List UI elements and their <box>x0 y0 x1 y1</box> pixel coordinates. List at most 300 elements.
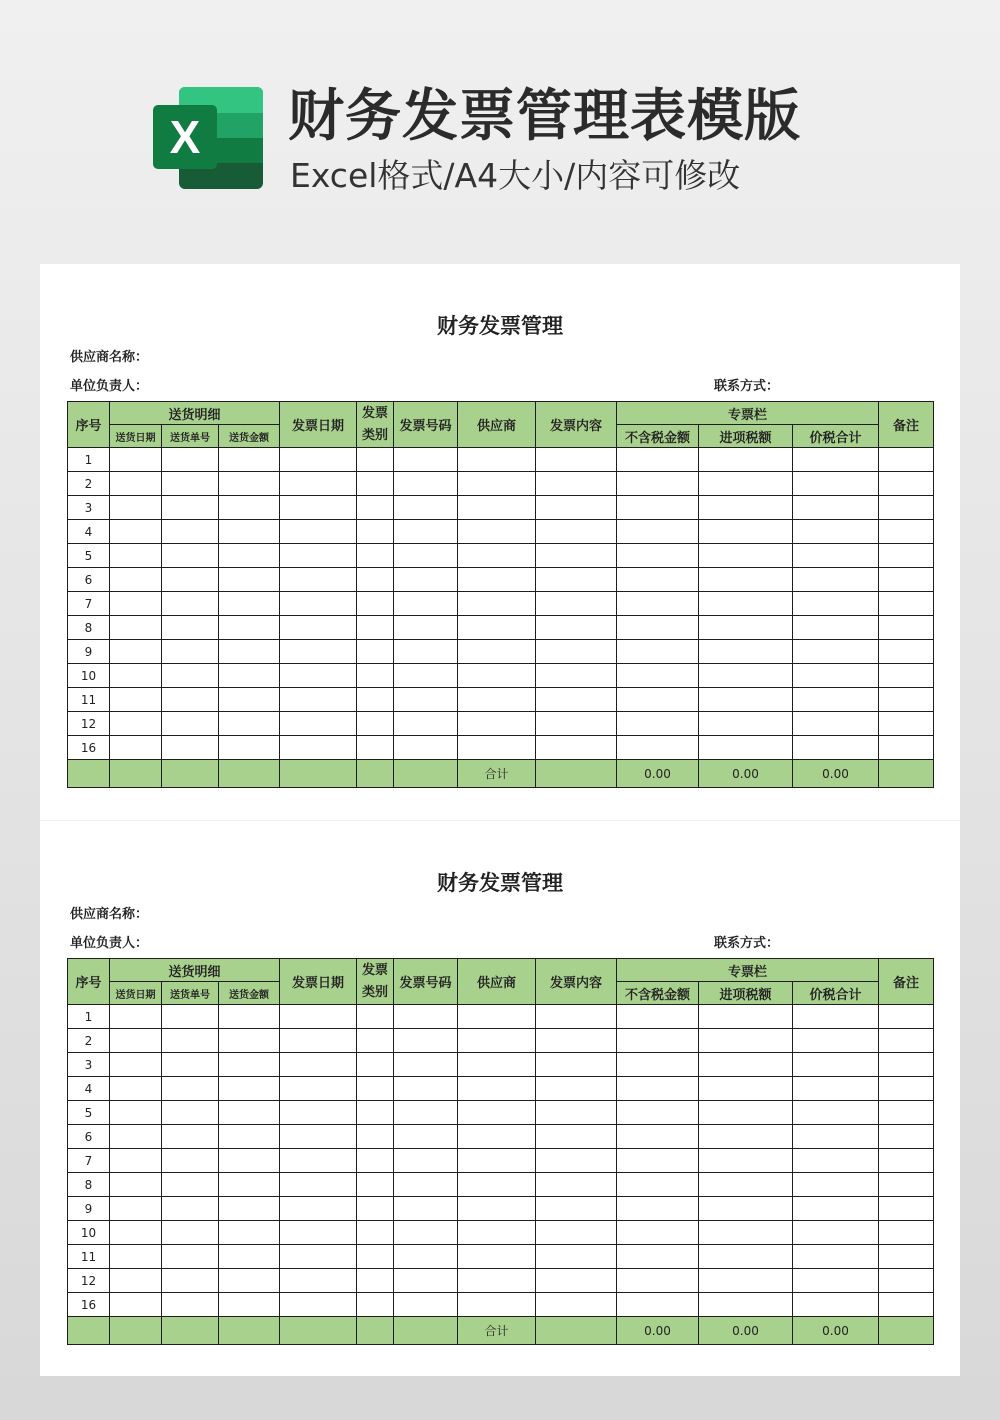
table-cell[interactable] <box>699 1197 793 1221</box>
table-cell[interactable] <box>879 1221 934 1245</box>
table-cell[interactable] <box>110 448 162 472</box>
table-cell[interactable] <box>394 640 458 664</box>
table-cell[interactable] <box>699 1293 793 1317</box>
table-cell[interactable] <box>617 1197 699 1221</box>
table-cell[interactable] <box>110 520 162 544</box>
table-cell[interactable] <box>219 544 280 568</box>
table-cell[interactable] <box>793 1125 879 1149</box>
table-cell[interactable] <box>879 712 934 736</box>
table-cell[interactable] <box>110 1269 162 1293</box>
table-cell[interactable] <box>879 1245 934 1269</box>
table-cell[interactable] <box>162 592 219 616</box>
table-cell[interactable] <box>219 1149 280 1173</box>
table-cell[interactable] <box>219 1101 280 1125</box>
table-cell[interactable] <box>219 496 280 520</box>
table-cell[interactable] <box>110 736 162 760</box>
table-cell[interactable] <box>280 664 357 688</box>
table-cell[interactable] <box>617 520 699 544</box>
table-cell[interactable] <box>110 1005 162 1029</box>
table-cell[interactable] <box>110 1029 162 1053</box>
table-cell[interactable] <box>793 1077 879 1101</box>
table-cell[interactable] <box>280 1197 357 1221</box>
table-cell[interactable] <box>394 616 458 640</box>
table-cell[interactable] <box>219 1173 280 1197</box>
table-cell[interactable] <box>617 712 699 736</box>
table-cell[interactable] <box>162 1077 219 1101</box>
table-cell[interactable] <box>617 544 699 568</box>
table-cell[interactable] <box>357 640 394 664</box>
table-cell[interactable] <box>162 1293 219 1317</box>
table-cell[interactable] <box>219 1221 280 1245</box>
table-cell[interactable] <box>699 496 793 520</box>
table-cell[interactable] <box>879 1269 934 1293</box>
table-cell[interactable] <box>394 1173 458 1197</box>
table-cell[interactable] <box>617 664 699 688</box>
table-cell[interactable] <box>536 736 617 760</box>
table-cell[interactable] <box>617 496 699 520</box>
table-cell[interactable] <box>617 640 699 664</box>
table-cell[interactable] <box>699 1101 793 1125</box>
table-cell[interactable] <box>357 1101 394 1125</box>
table-cell[interactable] <box>879 1077 934 1101</box>
table-cell[interactable] <box>458 616 536 640</box>
table-cell[interactable] <box>458 1029 536 1053</box>
table-cell[interactable] <box>394 712 458 736</box>
table-cell[interactable] <box>280 640 357 664</box>
table-cell[interactable] <box>536 1005 617 1029</box>
table-cell[interactable] <box>879 1053 934 1077</box>
table-cell[interactable] <box>458 664 536 688</box>
table-cell[interactable] <box>280 616 357 640</box>
table-cell[interactable] <box>879 640 934 664</box>
table-cell[interactable] <box>110 1197 162 1221</box>
table-cell[interactable] <box>357 1077 394 1101</box>
table-cell[interactable] <box>617 1293 699 1317</box>
table-cell[interactable] <box>793 520 879 544</box>
table-cell[interactable] <box>617 688 699 712</box>
table-cell[interactable] <box>536 1053 617 1077</box>
table-cell[interactable] <box>219 520 280 544</box>
table-cell[interactable] <box>357 1269 394 1293</box>
table-cell[interactable] <box>280 472 357 496</box>
table-cell[interactable] <box>536 1125 617 1149</box>
table-cell[interactable] <box>536 472 617 496</box>
table-cell[interactable] <box>699 1221 793 1245</box>
table-cell[interactable] <box>699 1269 793 1293</box>
table-cell[interactable] <box>879 544 934 568</box>
table-cell[interactable] <box>219 1077 280 1101</box>
table-cell[interactable] <box>280 1221 357 1245</box>
table-cell[interactable] <box>617 1173 699 1197</box>
table-cell[interactable] <box>879 1197 934 1221</box>
table-cell[interactable] <box>793 472 879 496</box>
table-cell[interactable] <box>280 520 357 544</box>
table-cell[interactable] <box>110 1053 162 1077</box>
table-cell[interactable] <box>879 1005 934 1029</box>
table-cell[interactable] <box>458 1005 536 1029</box>
table-cell[interactable] <box>110 1245 162 1269</box>
table-cell[interactable] <box>394 544 458 568</box>
table-cell[interactable] <box>699 1077 793 1101</box>
table-cell[interactable] <box>219 1005 280 1029</box>
table-cell[interactable] <box>617 568 699 592</box>
table-cell[interactable] <box>458 1053 536 1077</box>
table-cell[interactable] <box>617 1101 699 1125</box>
table-cell[interactable] <box>162 544 219 568</box>
table-cell[interactable] <box>394 1125 458 1149</box>
table-cell[interactable] <box>280 1125 357 1149</box>
table-cell[interactable] <box>357 496 394 520</box>
table-cell[interactable] <box>536 712 617 736</box>
table-cell[interactable] <box>536 520 617 544</box>
table-cell[interactable] <box>357 544 394 568</box>
table-cell[interactable] <box>162 688 219 712</box>
table-cell[interactable] <box>162 1173 219 1197</box>
table-cell[interactable] <box>394 1293 458 1317</box>
table-cell[interactable] <box>458 544 536 568</box>
table-cell[interactable] <box>110 1173 162 1197</box>
table-cell[interactable] <box>458 1149 536 1173</box>
table-cell[interactable] <box>793 616 879 640</box>
table-cell[interactable] <box>357 736 394 760</box>
table-cell[interactable] <box>536 1149 617 1173</box>
table-cell[interactable] <box>394 1221 458 1245</box>
table-cell[interactable] <box>536 664 617 688</box>
table-cell[interactable] <box>536 448 617 472</box>
table-cell[interactable] <box>280 544 357 568</box>
table-cell[interactable] <box>458 568 536 592</box>
table-cell[interactable] <box>793 1005 879 1029</box>
table-cell[interactable] <box>110 688 162 712</box>
table-cell[interactable] <box>357 1053 394 1077</box>
table-cell[interactable] <box>536 1029 617 1053</box>
table-cell[interactable] <box>793 1197 879 1221</box>
table-cell[interactable] <box>617 1269 699 1293</box>
table-cell[interactable] <box>357 712 394 736</box>
table-cell[interactable] <box>110 712 162 736</box>
table-cell[interactable] <box>458 640 536 664</box>
table-cell[interactable] <box>280 1245 357 1269</box>
table-cell[interactable] <box>394 664 458 688</box>
table-cell[interactable] <box>458 472 536 496</box>
table-cell[interactable] <box>219 1053 280 1077</box>
table-cell[interactable] <box>536 568 617 592</box>
table-cell[interactable] <box>162 1101 219 1125</box>
table-cell[interactable] <box>536 1197 617 1221</box>
table-cell[interactable] <box>458 1197 536 1221</box>
table-cell[interactable] <box>394 568 458 592</box>
table-cell[interactable] <box>162 616 219 640</box>
table-cell[interactable] <box>219 616 280 640</box>
table-cell[interactable] <box>699 736 793 760</box>
table-cell[interactable] <box>536 616 617 640</box>
table-cell[interactable] <box>162 712 219 736</box>
table-cell[interactable] <box>357 1221 394 1245</box>
table-cell[interactable] <box>162 496 219 520</box>
table-cell[interactable] <box>357 1293 394 1317</box>
table-cell[interactable] <box>879 688 934 712</box>
table-cell[interactable] <box>617 448 699 472</box>
table-cell[interactable] <box>280 1101 357 1125</box>
table-cell[interactable] <box>699 592 793 616</box>
table-cell[interactable] <box>394 448 458 472</box>
table-cell[interactable] <box>110 1125 162 1149</box>
table-cell[interactable] <box>879 736 934 760</box>
table-cell[interactable] <box>394 1101 458 1125</box>
table-cell[interactable] <box>162 1029 219 1053</box>
table-cell[interactable] <box>793 496 879 520</box>
table-cell[interactable] <box>219 568 280 592</box>
table-cell[interactable] <box>280 1053 357 1077</box>
table-cell[interactable] <box>699 448 793 472</box>
table-cell[interactable] <box>357 1125 394 1149</box>
table-cell[interactable] <box>699 664 793 688</box>
table-cell[interactable] <box>110 592 162 616</box>
table-cell[interactable] <box>219 1029 280 1053</box>
table-cell[interactable] <box>357 568 394 592</box>
table-cell[interactable] <box>617 472 699 496</box>
table-cell[interactable] <box>219 1245 280 1269</box>
table-cell[interactable] <box>219 1269 280 1293</box>
table-cell[interactable] <box>162 736 219 760</box>
table-cell[interactable] <box>280 1269 357 1293</box>
table-cell[interactable] <box>699 1245 793 1269</box>
table-cell[interactable] <box>793 544 879 568</box>
table-cell[interactable] <box>536 640 617 664</box>
table-cell[interactable] <box>394 1053 458 1077</box>
table-cell[interactable] <box>110 568 162 592</box>
table-cell[interactable] <box>793 736 879 760</box>
table-cell[interactable] <box>793 1029 879 1053</box>
table-cell[interactable] <box>110 496 162 520</box>
table-cell[interactable] <box>162 1149 219 1173</box>
table-cell[interactable] <box>219 688 280 712</box>
table-cell[interactable] <box>536 496 617 520</box>
table-cell[interactable] <box>110 1101 162 1125</box>
table-cell[interactable] <box>280 496 357 520</box>
table-cell[interactable] <box>699 568 793 592</box>
table-cell[interactable] <box>280 568 357 592</box>
table-cell[interactable] <box>699 640 793 664</box>
table-cell[interactable] <box>536 544 617 568</box>
table-cell[interactable] <box>536 1221 617 1245</box>
table-cell[interactable] <box>879 1173 934 1197</box>
table-cell[interactable] <box>617 1077 699 1101</box>
table-cell[interactable] <box>219 1125 280 1149</box>
table-cell[interactable] <box>458 1293 536 1317</box>
table-cell[interactable] <box>699 472 793 496</box>
table-cell[interactable] <box>879 1293 934 1317</box>
table-cell[interactable] <box>394 1029 458 1053</box>
table-cell[interactable] <box>458 1125 536 1149</box>
table-cell[interactable] <box>793 568 879 592</box>
table-cell[interactable] <box>357 1245 394 1269</box>
table-cell[interactable] <box>699 520 793 544</box>
table-cell[interactable] <box>394 1197 458 1221</box>
table-cell[interactable] <box>280 1149 357 1173</box>
table-cell[interactable] <box>536 1101 617 1125</box>
table-cell[interactable] <box>110 640 162 664</box>
table-cell[interactable] <box>219 1197 280 1221</box>
table-cell[interactable] <box>162 1005 219 1029</box>
table-cell[interactable] <box>219 640 280 664</box>
table-cell[interactable] <box>793 1053 879 1077</box>
table-cell[interactable] <box>793 1149 879 1173</box>
table-cell[interactable] <box>793 1101 879 1125</box>
table-cell[interactable] <box>394 496 458 520</box>
table-cell[interactable] <box>219 448 280 472</box>
table-cell[interactable] <box>162 1053 219 1077</box>
table-cell[interactable] <box>536 1077 617 1101</box>
table-cell[interactable] <box>458 1101 536 1125</box>
table-cell[interactable] <box>357 1173 394 1197</box>
table-cell[interactable] <box>357 1029 394 1053</box>
table-cell[interactable] <box>394 1077 458 1101</box>
table-cell[interactable] <box>879 568 934 592</box>
table-cell[interactable] <box>280 736 357 760</box>
table-cell[interactable] <box>793 1269 879 1293</box>
table-cell[interactable] <box>394 472 458 496</box>
table-cell[interactable] <box>536 1293 617 1317</box>
table-cell[interactable] <box>458 520 536 544</box>
table-cell[interactable] <box>458 496 536 520</box>
table-cell[interactable] <box>536 1245 617 1269</box>
table-cell[interactable] <box>280 1029 357 1053</box>
table-cell[interactable] <box>357 448 394 472</box>
table-cell[interactable] <box>162 664 219 688</box>
table-cell[interactable] <box>357 592 394 616</box>
table-cell[interactable] <box>394 1149 458 1173</box>
table-cell[interactable] <box>879 496 934 520</box>
table-cell[interactable] <box>357 664 394 688</box>
table-cell[interactable] <box>394 1269 458 1293</box>
table-cell[interactable] <box>617 592 699 616</box>
table-cell[interactable] <box>394 688 458 712</box>
table-cell[interactable] <box>458 1077 536 1101</box>
table-cell[interactable] <box>879 472 934 496</box>
table-cell[interactable] <box>699 1149 793 1173</box>
table-cell[interactable] <box>458 688 536 712</box>
table-cell[interactable] <box>617 1125 699 1149</box>
table-cell[interactable] <box>280 1293 357 1317</box>
table-cell[interactable] <box>357 616 394 640</box>
table-cell[interactable] <box>617 1005 699 1029</box>
table-cell[interactable] <box>458 1269 536 1293</box>
table-cell[interactable] <box>280 1077 357 1101</box>
table-cell[interactable] <box>699 1053 793 1077</box>
table-cell[interactable] <box>162 568 219 592</box>
table-cell[interactable] <box>536 1173 617 1197</box>
table-cell[interactable] <box>617 1053 699 1077</box>
table-cell[interactable] <box>162 1197 219 1221</box>
table-cell[interactable] <box>458 592 536 616</box>
table-cell[interactable] <box>357 688 394 712</box>
table-cell[interactable] <box>536 1269 617 1293</box>
table-cell[interactable] <box>699 1005 793 1029</box>
table-cell[interactable] <box>110 616 162 640</box>
table-cell[interactable] <box>699 544 793 568</box>
table-cell[interactable] <box>162 640 219 664</box>
table-cell[interactable] <box>458 1173 536 1197</box>
table-cell[interactable] <box>699 1029 793 1053</box>
table-cell[interactable] <box>162 520 219 544</box>
table-cell[interactable] <box>219 664 280 688</box>
table-cell[interactable] <box>280 448 357 472</box>
table-cell[interactable] <box>219 736 280 760</box>
table-cell[interactable] <box>458 712 536 736</box>
table-cell[interactable] <box>280 1173 357 1197</box>
table-cell[interactable] <box>793 664 879 688</box>
table-cell[interactable] <box>458 1221 536 1245</box>
table-cell[interactable] <box>793 1221 879 1245</box>
table-cell[interactable] <box>110 1077 162 1101</box>
table-cell[interactable] <box>699 688 793 712</box>
table-cell[interactable] <box>699 712 793 736</box>
table-cell[interactable] <box>357 1149 394 1173</box>
table-cell[interactable] <box>458 1245 536 1269</box>
table-cell[interactable] <box>793 1293 879 1317</box>
table-cell[interactable] <box>617 1029 699 1053</box>
table-cell[interactable] <box>458 448 536 472</box>
table-cell[interactable] <box>162 1125 219 1149</box>
table-cell[interactable] <box>879 592 934 616</box>
table-cell[interactable] <box>394 592 458 616</box>
table-cell[interactable] <box>879 1101 934 1125</box>
table-cell[interactable] <box>617 1245 699 1269</box>
table-cell[interactable] <box>793 1173 879 1197</box>
table-cell[interactable] <box>110 664 162 688</box>
table-cell[interactable] <box>219 1293 280 1317</box>
table-cell[interactable] <box>879 448 934 472</box>
table-cell[interactable] <box>879 664 934 688</box>
table-cell[interactable] <box>110 1221 162 1245</box>
table-cell[interactable] <box>280 592 357 616</box>
table-cell[interactable] <box>394 520 458 544</box>
table-cell[interactable] <box>458 736 536 760</box>
table-cell[interactable] <box>110 544 162 568</box>
table-cell[interactable] <box>394 1005 458 1029</box>
table-cell[interactable] <box>617 1149 699 1173</box>
table-cell[interactable] <box>617 736 699 760</box>
table-cell[interactable] <box>793 1245 879 1269</box>
table-cell[interactable] <box>617 1221 699 1245</box>
table-cell[interactable] <box>357 1005 394 1029</box>
table-cell[interactable] <box>219 472 280 496</box>
table-cell[interactable] <box>879 520 934 544</box>
table-cell[interactable] <box>110 1149 162 1173</box>
table-cell[interactable] <box>357 520 394 544</box>
table-cell[interactable] <box>110 472 162 496</box>
table-cell[interactable] <box>357 1197 394 1221</box>
table-cell[interactable] <box>879 616 934 640</box>
table-cell[interactable] <box>793 640 879 664</box>
table-cell[interactable] <box>110 1293 162 1317</box>
table-cell[interactable] <box>793 688 879 712</box>
table-cell[interactable] <box>617 616 699 640</box>
table-cell[interactable] <box>536 688 617 712</box>
table-cell[interactable] <box>793 592 879 616</box>
table-cell[interactable] <box>219 712 280 736</box>
table-cell[interactable] <box>394 1245 458 1269</box>
table-cell[interactable] <box>536 592 617 616</box>
table-cell[interactable] <box>699 1173 793 1197</box>
table-cell[interactable] <box>879 1149 934 1173</box>
table-cell[interactable] <box>699 616 793 640</box>
table-cell[interactable] <box>162 448 219 472</box>
table-cell[interactable] <box>219 592 280 616</box>
table-cell[interactable] <box>280 688 357 712</box>
table-cell[interactable] <box>162 1245 219 1269</box>
